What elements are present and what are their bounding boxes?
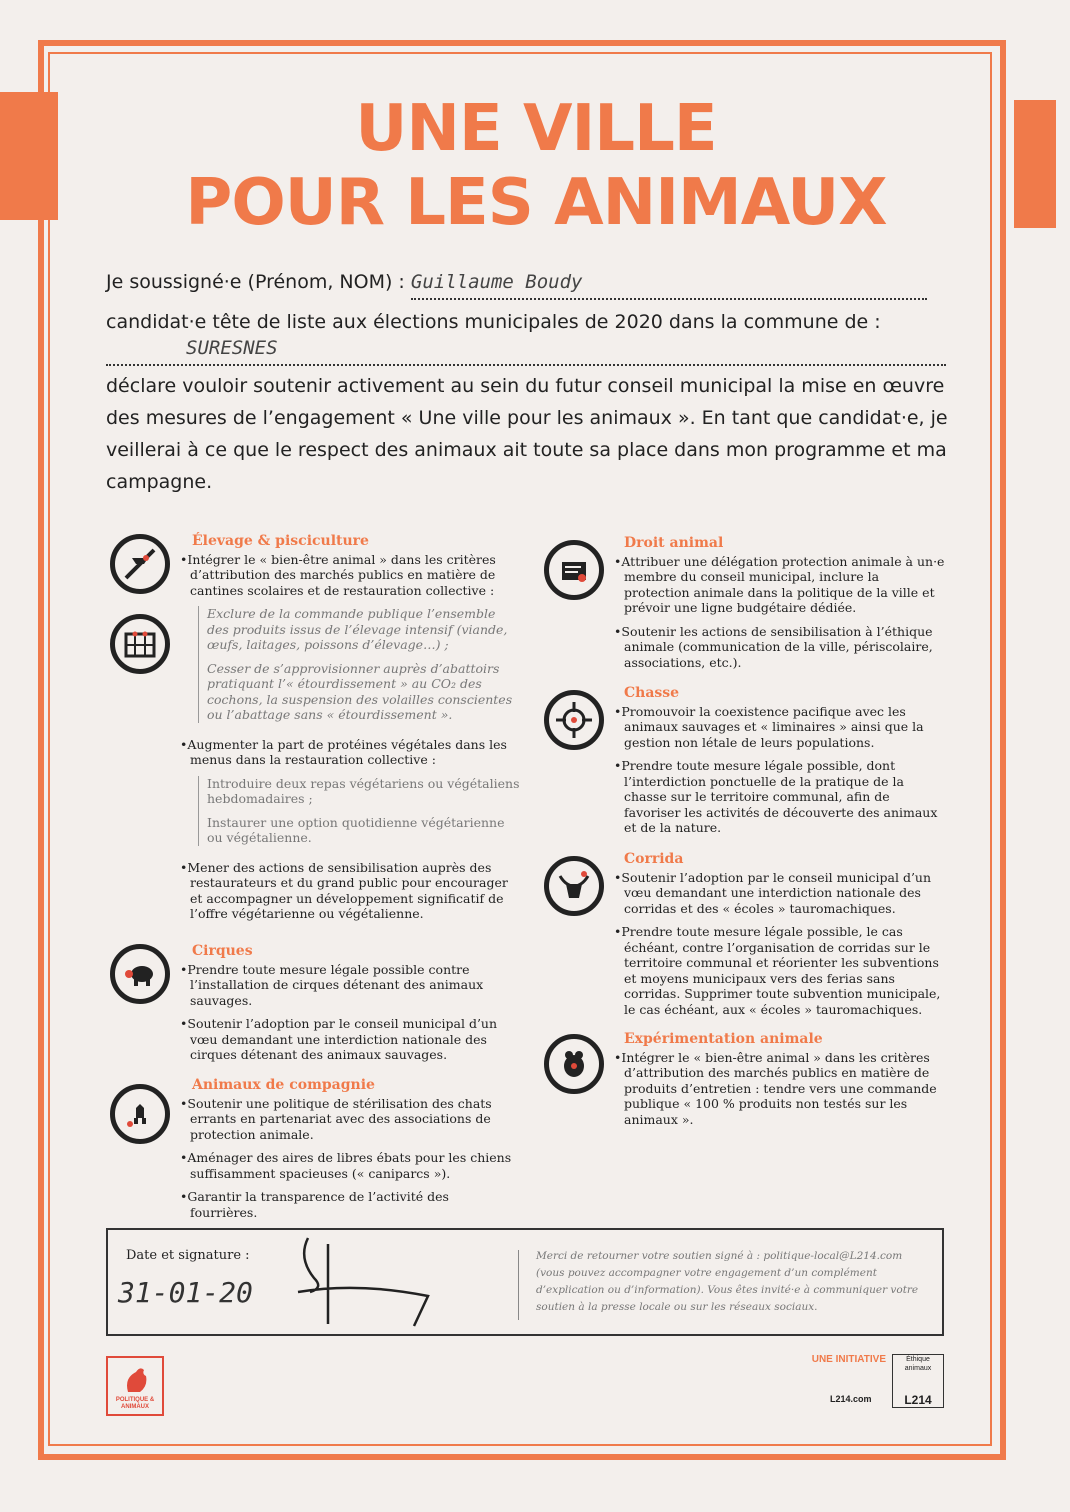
section-title-elevage: Élevage & pisciculture <box>192 533 369 549</box>
corrida-bullet-2: • Prendre toute mesure légale possible, le cas échéant, contre l’organisation de corridas sur le territoire communal et réorienter les subventions et moyens municipaux vers des ferias sans corridas. Supprimer toute subvention municipale, le cas échéant, aux « écoles » tauromachiques. <box>614 924 946 1017</box>
l214-number: L214 <box>904 1393 932 1407</box>
commune-row <box>106 332 956 366</box>
signature-label: Date et signature : <box>126 1248 250 1263</box>
chasse-bullet-1: • Promouvoir la coexistence pacifique avec les animaux sauvages et « liminaires » ainsi que la gestion non létale de leurs populations. <box>614 704 946 751</box>
name-label: Je soussigné·e (Prénom, NOM) : <box>106 271 405 293</box>
crosshair-icon <box>544 690 604 750</box>
name-row <box>106 266 956 300</box>
l214-logo <box>806 1354 946 1410</box>
cirques-bullet-1: • Prendre toute mesure légale possible contre l’installation de cirques détenant des animaux sauvages. <box>180 962 520 1009</box>
droit-bullet-2: • Soutenir les actions de sensibilisation à l’éthique animale (communication de la ville, périscolaire, associations, etc.). <box>614 624 946 671</box>
section-title-droit: Droit animal <box>624 535 724 551</box>
section-title-experimentation: Expérimentation animale <box>624 1031 823 1047</box>
caged-animals-icon <box>110 614 170 674</box>
droit-block <box>614 536 946 678</box>
lab-animal-icon <box>544 1034 604 1094</box>
name-field[interactable] <box>411 266 927 300</box>
compagnie-block <box>180 1078 520 1228</box>
l214-badge <box>892 1354 944 1408</box>
politique-animaux-text: POLITIQUE & ANIMAUX <box>115 1397 155 1410</box>
section-title-cirques: Cirques <box>192 943 253 959</box>
compagnie-bullet-1: • Soutenir une politique de stérilisation des chats errants en partenariat avec des associations de protection animale. <box>180 1096 520 1143</box>
chasse-bullet-2: • Prendre toute mesure légale possible, dont l’interdiction ponctuelle de la pratique de la chasse sur le territoire communal, afin de favoriser les activités de découverte des animaux et de la nature. <box>614 758 946 836</box>
signature-divider <box>518 1250 519 1320</box>
elevage-bullet-1: • Intégrer le « bien-être animal » dans les critères d’attribution des marchés publics en matière de cantines scolaires et de restauration collective : <box>180 552 520 599</box>
commune-field[interactable] <box>106 332 946 366</box>
l214-badge-text: Éthique animaux <box>904 1356 932 1372</box>
no-livestock-icon <box>110 534 170 594</box>
elevage-sub-2a: Introduire deux repas végétariens ou végétaliens hebdomadaires ; <box>207 775 520 806</box>
section-title-compagnie: Animaux de compagnie <box>192 1077 375 1093</box>
elephant-icon <box>110 944 170 1004</box>
corrida-bullet-1: • Soutenir l’adoption par le conseil municipal d’un vœu demandant une interdiction nationale des corridas et des « écoles » tauromachiques. <box>614 870 946 917</box>
handwritten-signature <box>288 1230 488 1338</box>
bull-icon <box>544 856 604 916</box>
document-icon <box>544 540 604 600</box>
l214-url: L214.com <box>830 1394 872 1404</box>
cirques-block <box>180 944 520 1071</box>
chasse-block <box>614 686 946 844</box>
section-title-corrida: Corrida <box>624 851 684 867</box>
rooster-icon <box>122 1364 150 1394</box>
elevage-sub-1a: Exclure de la commande publique l’ensemble des produits issus de l’élevage intensif (viande, œufs, laitages, poissons d’élevage…) ; <box>207 606 508 652</box>
pet-icon <box>110 1084 170 1144</box>
elevage-sub-list-1 <box>198 606 520 723</box>
corrida-block <box>614 852 946 1025</box>
experimentation-bullet-1: • Intégrer le « bien-être animal » dans les critères d’attribution des marchés publics en matière de produits d’entretien : tendre vers une commande publique « 100 % produits non testés sur les animaux ». <box>614 1050 946 1128</box>
title-line-1: UNE VILLE <box>355 92 717 166</box>
title-line-2: POUR LES ANIMAUX <box>185 166 887 240</box>
candidate-label: candidat·e tête de liste aux élections municipales de 2020 dans la commune de : <box>106 311 881 333</box>
cirques-bullet-2: • Soutenir l’adoption par le conseil municipal d’un vœu demandant une interdiction nationale des cirques détenant des animaux sauvages. <box>180 1016 520 1063</box>
experimentation-block <box>614 1032 946 1135</box>
politique-animaux-logo <box>106 1356 164 1416</box>
elevage-bullet-2: • Augmenter la part de protéines végétales dans les menus dans la restauration collective : <box>180 737 520 768</box>
declaration: déclare vouloir soutenir activement au sein du futur conseil municipal la mise en œuvre des mesures de l’engagement « Une ville pour les animaux ». En tant que candidat·e, je veillerai à ce que le respect des animaux ait toute sa place dans mon programme et ma campagne. <box>106 375 948 493</box>
compagnie-bullet-2: • Aménager des aires de libres ébats pour les chiens suffisamment spacieuses (« caniparcs »). <box>180 1150 520 1181</box>
compagnie-bullet-3: • Garantir la transparence de l’activité des fourrières. <box>180 1189 520 1220</box>
section-title-chasse: Chasse <box>624 685 680 701</box>
signature-box[interactable] <box>106 1228 944 1336</box>
elevage-sub-1b: Cesser de s’approvisionner auprès d’abattoirs pratiquant l’« étourdissement » au CO₂ des cochons, la suspension des volailles conscientes ou l’abattage sans « étourdissement ». <box>207 660 513 722</box>
signature-date: 31-01-20 <box>118 1276 253 1309</box>
droit-bullet-1: • Attribuer une délégation protection animale à un·e membre du conseil municipal, inclure la protection animale dans la politique de la ville et prévoir une ligne budgétaire dédiée. <box>614 554 946 616</box>
right-orange-tab <box>1014 100 1056 228</box>
left-column <box>180 534 520 930</box>
initiative-text: UNE INITIATIVE <box>811 1354 886 1365</box>
commune-value: SURESNES <box>186 337 278 359</box>
name-value: Guillaume Boudy <box>410 271 583 293</box>
elevage-bullet-3: • Mener des actions de sensibilisation auprès des restaurateurs et du grand public pour encourager et accompagner un développement significatif de l’offre végétarienne ou végétalienne. <box>180 860 520 922</box>
elevage-sub-2b: Instaurer une option quotidienne végétarienne ou végétalienne. <box>207 814 505 845</box>
return-instructions: Merci de retourner votre soutien signé à : politique-local@L214.com (vous pouvez accompagner votre engagement d’un complément d’explication ou d’information). Vous êtes invité·e à communiquer votre soutien à la presse locale ou sur les réseaux sociaux. <box>536 1250 919 1313</box>
elevage-sub-list-2 <box>198 776 520 846</box>
